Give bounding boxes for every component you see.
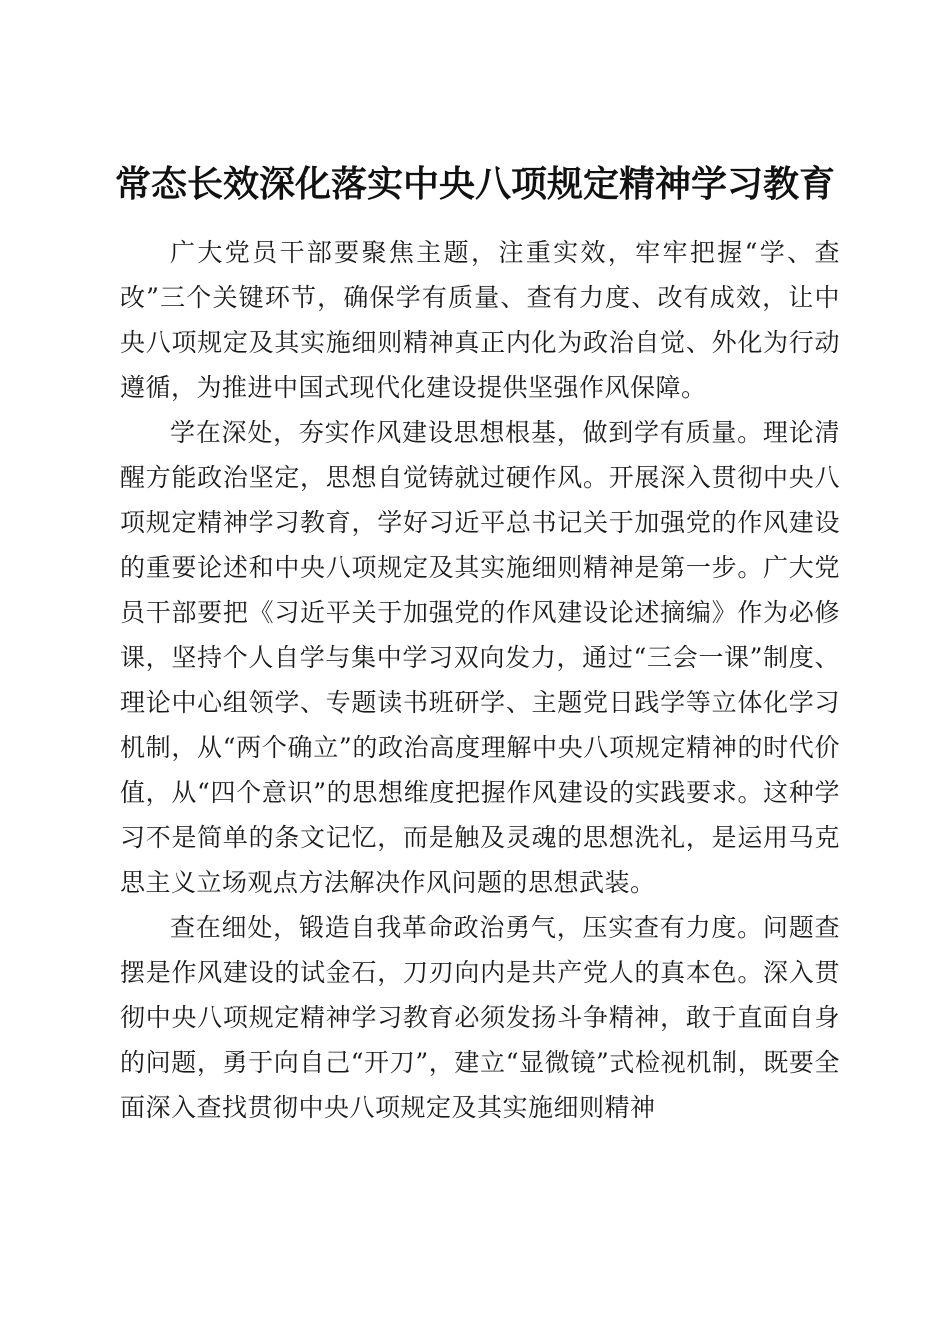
paragraph-2: 学在深处，夯实作风建设思想根基，做到学有质量。理论清醒方能政治坚定，思想自觉铸就过硬作风。开展深入贯彻中央八项规定精神学习教育，学好习近平总书记关于加强党的作风建设的重要论述和中央八项规定及其实施细则精神是第一步。广大党员干部要把《习近平关于加强党的作风建设论述摘编》作为必修课，坚持个人自学与集中学习双向发力，通过“三会一课”制度、理论中心组领学、专题读书班研学、主题党日践学等立体化学习机制，从“两个确立”的政治高度理解中央八项规定精神的时代价值，从“四个意识”的思想维度把握作风建设的实践要求。这种学习不是简单的条文记忆，而是触及灵魂的思想洗礼，是运用马克思主义立场观点方法解决作风问题的思想武装。 bbox=[120, 418, 840, 897]
paragraph-3: 查在细处，锻造自我革命政治勇气，压实查有力度。问题查摆是作风建设的试金石，刀刃向内是共产党人的真本色。深入贯彻中央八项规定精神学习教育必须发扬斗争精神，敢于直面自身的问题，勇于向自己“开刀”，建立“显微镜”式检视机制，既要全面深入查找贯彻中央八项规定及其实施细则精神 bbox=[120, 913, 840, 1122]
document-title: 常态长效深化落实中央八项规定精神学习教育 bbox=[114, 163, 835, 206]
paragraph-1: 广大党员干部要聚焦主题，注重实效，牢牢把握“学、查改”三个关键环节，确保学有质量、查有力度、改有成效，让中央八项规定及其实施细则精神真正内化为政治自觉、外化为行动遵循，为推进中国式现代化建设提供坚强作风保障。 bbox=[120, 238, 840, 402]
document-body bbox=[120, 230, 840, 1130]
